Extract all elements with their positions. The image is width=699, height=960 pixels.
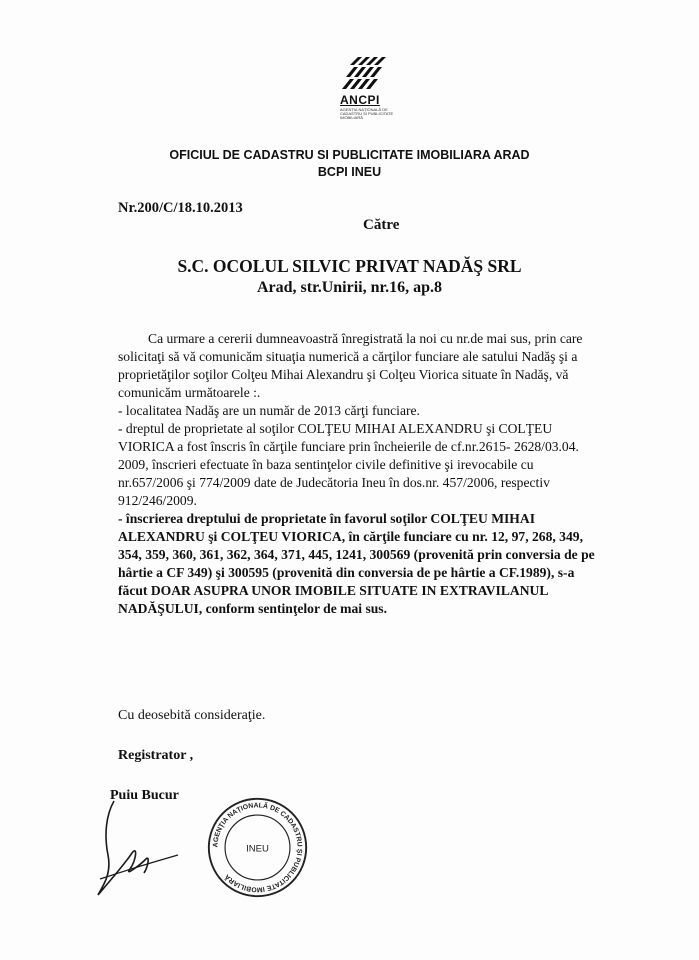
body-line: - localitatea Nadăş are un număr de 2013 cărţi funciare.: [118, 403, 420, 418]
closing-regards: Cu deosebită consideraţie.: [118, 708, 266, 723]
office-unit: BCPI INEU: [317, 165, 382, 179]
body-line: Ca urmare a cererii dumneavoastră înregistrată la noi cu nr.de mai sus, prin care: [148, 331, 583, 346]
office-name: OFICIUL DE CADASTRU SI PUBLICITATE IMOBILIARA ARAD: [169, 148, 530, 162]
stamp-ring-text: AGENȚIA NAȚIONALĂ DE CADASTRU ȘI PUBLICITATE IMOBILIARĂ: [212, 802, 303, 893]
body-line: proprietăţilor soţilor Colţeu Mihai Alexandru şi Colţeu Viorica situate în Nadăş, vă: [118, 367, 569, 382]
stamp-center-text: INEU: [246, 843, 269, 855]
handwritten-signature-icon: [94, 795, 194, 905]
body-line: 2009, înscrieri efectuate în baza sentinţelor civile definitive şi irevocabile cu: [118, 457, 534, 472]
signer-role: Registrator ,: [118, 748, 194, 763]
body-bold-line: 354, 359, 360, 361, 362, 364, 371, 445, 1241, 300569 (provenită prin conversia de pe: [118, 547, 595, 562]
body-line: VIORICA a fost înscris în cărţile funciare prin încheierile de cf.nr.2615- 2628/03.04.: [118, 439, 579, 454]
body-bold-line: - înscrierea dreptului de proprietate în favorul soţilor COLŢEU MIHAI: [118, 511, 535, 526]
body-line: comunicăm următoarele :.: [118, 385, 261, 400]
letter-body: [118, 330, 648, 618]
body-bold-line: NADĂŞULUI, conform sentinţelor de mai sus.: [118, 601, 387, 616]
recipient-address: Arad, str.Unirii, nr.16, ap.8: [256, 279, 443, 296]
body-line: solicitaţi să vă comunicăm situaţia numerică a cărţilor funciare ale satului Nadăş şi a: [118, 349, 578, 364]
signer-name: Puiu Bucur: [110, 788, 179, 803]
logo-acronym: ANCPI: [340, 93, 380, 107]
body-bold-line: făcut DOAR ASUPRA UNOR IMOBILE SITUATE IN EXTRAVILANUL: [118, 583, 549, 598]
reference-number: Nr.200/C/18.10.2013: [118, 200, 243, 216]
body-line: nr.657/2006 şi 774/2009 date de Judecătoria Ineu în dos.nr. 457/2006, respectiv: [118, 475, 550, 490]
logo-subtitle: AGENȚIA NAȚIONALĂ DE CADASTRU ȘI PUBLICITATE IMOBILIARĂ: [340, 107, 394, 120]
recipient-label: Către: [363, 217, 400, 233]
body-line: 912/246/2009.: [118, 493, 197, 508]
body-bold-line: hârtie a CF 349) şi 300595 (provenită din conversia de pe hârtie a CF.1989), s-a: [118, 565, 575, 580]
recipient-company: S.C. OCOLUL SILVIC PRIVAT NADĂŞ SRL: [177, 256, 522, 276]
stamp-seal-icon: [205, 795, 310, 900]
body-bold-line: ALEXANDRU şi COLŢEU VIORICA, în cărţile funciare cu nr. 12, 97, 268, 349,: [118, 529, 583, 544]
body-line: - dreptul de proprietate al soţilor COLŢEU MIHAI ALEXANDRU şi COLŢEU: [118, 421, 553, 436]
